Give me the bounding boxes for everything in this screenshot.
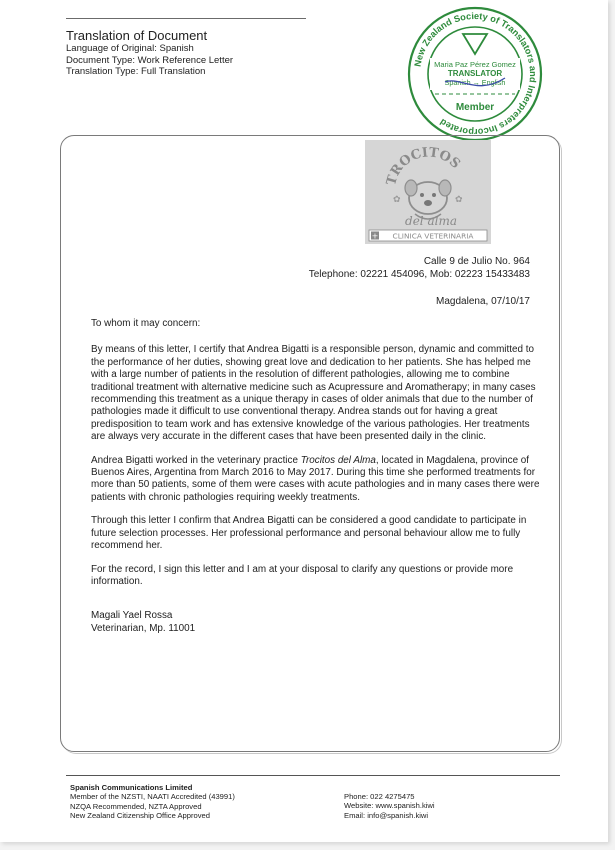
footer-line-1: Member of the NZSTI, NAATI Accredited (43991)	[70, 792, 235, 802]
header-translation-type: Translation Type: Full Translation	[66, 66, 206, 77]
logo-script-text: del alma	[405, 214, 457, 228]
clinic-phones: Telephone: 02221 454096, Mob: 02223 15433483	[308, 268, 530, 280]
header-language: Language of Original: Spanish	[66, 43, 194, 54]
letter-date: Magdalena, 07/10/17	[436, 296, 530, 307]
stamp-member: Member	[455, 102, 495, 113]
paragraph-2: Andrea Bigatti worked in the veterinary practice Trocitos del Alma, located in Magdalena, province of Buenos Aires, Argentina from March 2016 to May 2017. During this time she performed treatments for more than 50 patients, some of them were cases with acute pathologies and in many cases there were patients with chronic pathologies requiring weekly treatments.	[91, 454, 540, 503]
logo-top-text: TROCITOS	[384, 145, 463, 188]
signature-block	[91, 610, 541, 635]
footer-phone: Phone: 022 4275475	[344, 792, 415, 801]
translator-stamp	[405, 4, 545, 144]
stamp-translator-name: Maria Paz Pérez Gomez	[434, 60, 516, 69]
clinic-address: Calle 9 de Julio No. 964	[423, 256, 530, 267]
paw-icon: ✿	[455, 195, 463, 205]
signer-name: Magali Yael Rossa	[91, 610, 173, 622]
stamp-languages: Spanish → English	[444, 78, 506, 87]
salutation: To whom it may concern:	[91, 318, 201, 329]
stamp-triangle-icon	[463, 34, 487, 54]
clinic-name: Trocitos del Alma	[300, 454, 376, 466]
stamp-role: TRANSLATOR	[447, 69, 503, 78]
header-doc-type: Document Type: Work Reference Letter	[66, 54, 234, 66]
paragraph-3: Through this letter I confirm that Andrea Bigatti can be considered a good candidate to participate in future selection processes. Her professional performance and personal behaviour allow me to fully recommend her.	[91, 515, 527, 552]
signer-title: Veterinarian, Mp. 11001	[91, 622, 196, 634]
cross-icon: +	[371, 231, 379, 241]
paragraph-1: By means of this letter, I certify that Andrea Bigatti is a responsible person, dynamic and committed to the performance of her duties, showing great love and dedication to her patients. She has helped me with a large number of patients in the resolution of different pathologies, allowing me to combine traditional treatment with alternative medicine such as Acupressure and Aromatherapy; in many cases recommending this treatment as a unique therapy in cases of older animals that due to the number of pathologies made it difficult to use conventional therapy. Andrea stands out for having a great predisposition to team work and has extensive knowledge of the various pathologies. Her treatments are always very accurate in the different cases that have been presented daily in the clinic.	[91, 344, 536, 443]
footer-line-2: NZQA Recommended, NZTA Approved	[70, 801, 202, 811]
clinic-address-block	[309, 256, 530, 281]
footer-line-3: New Zealand Citizenship Office Approved	[70, 810, 210, 820]
footer-website[interactable]: Website: www.spanish.kiwi	[344, 801, 435, 811]
translation-header	[66, 18, 306, 78]
clinic-logo	[365, 140, 491, 244]
logo-bar-text: CLINICA VETERINARIA	[392, 231, 474, 241]
paw-icon: ✿	[393, 195, 401, 205]
footer-left	[70, 783, 235, 820]
footer-divider	[66, 775, 560, 776]
footer-email[interactable]: Email: info@spanish.kiwi	[344, 810, 429, 820]
paragraph-4: For the record, I sign this letter and I am at your disposal to clarify any questions or provide more information.	[91, 563, 514, 587]
stamp-ring-text: New Zealand Society of Translators and Interpreters Incorporated	[412, 10, 539, 138]
header-title: Translation of Document	[66, 28, 208, 43]
footer-right	[344, 792, 435, 820]
letter-body	[91, 318, 541, 635]
footer-company: Spanish Communications Limited	[70, 783, 193, 792]
